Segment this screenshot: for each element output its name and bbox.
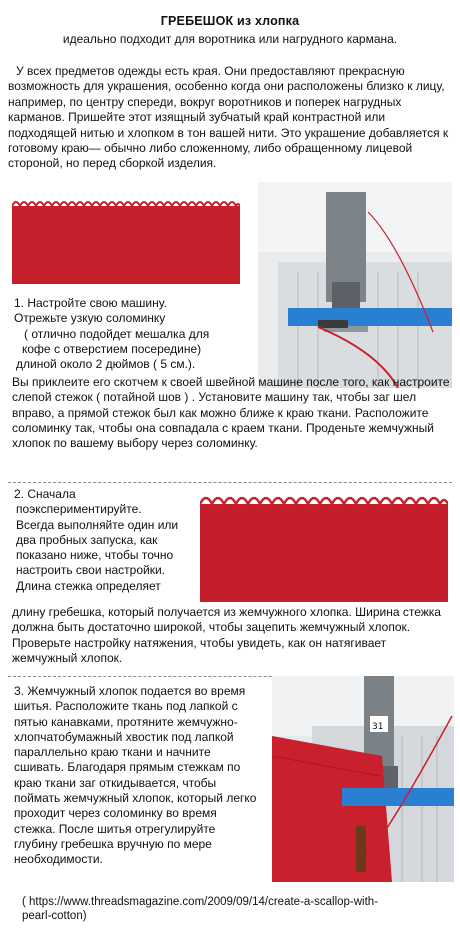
step-3-line: стежка. После шитья отрегулируйте [14, 821, 216, 836]
step-3-line: параллельно краю ткани и начните [14, 745, 211, 760]
step-3-line: необходимости. [14, 852, 103, 867]
step-3-line: краю ткани заг откидывается, чтобы [14, 775, 217, 790]
step-2-body: длину гребешка, который получается из жемчужного хлопка. Ширина стежка должна быть достаточно широкой, чтобы зацепить жемчужный хлопок. Проверьте настройку натяжения, чтобы увидеть, как он натягивает жемчужный хлопок. [12, 605, 441, 665]
step-3-line: пятью канавками, протяните жемчужно- [14, 714, 238, 729]
step-2-line: поэкспериментируйте. [16, 502, 142, 517]
step-3-line: глубину гребешка вручную по мере [14, 836, 212, 851]
step-1-line: ( отлично подойдет мешалка для [24, 326, 210, 341]
page-title: ГРЕБЕШОК из хлопка [160, 14, 300, 28]
source-citation [22, 895, 458, 923]
source-url-line: ( https://www.threadsmagazine.com/2009/09/14/create-a-scallop-with- [22, 896, 379, 908]
step-2-line: настроить свои настройки. [16, 563, 166, 578]
sewing-machine-photo-2 [272, 676, 454, 882]
step-2-line: два пробных запуска, как [16, 532, 158, 547]
step-2-line: Всегда выполняйте один или [16, 517, 179, 532]
step-1-intro [14, 296, 254, 372]
fabric-swatch-1 [12, 198, 240, 284]
step-3-line: поймать жемчужный хлопок, который легко [14, 791, 257, 806]
step-3-text [14, 684, 274, 868]
sewing-machine-photo-1 [258, 182, 452, 388]
step-1-line: 1. Настройте свою машину. [14, 296, 167, 310]
step-2-line: 2. Сначала [14, 487, 76, 501]
fabric-swatch-2 [200, 492, 448, 602]
source-url-line: pearl-cotton) [22, 910, 87, 922]
step-1-line: Отрежьте узкую соломинку [14, 311, 166, 326]
svg-text:31: 31 [372, 722, 384, 732]
step-2-line: Длина стежка определяет [16, 578, 161, 593]
page-subtitle: идеально подходит для воротника или нагрудного кармана. [62, 32, 398, 46]
intro-paragraph: У всех предметов одежды есть края. Они предоставляют прекрасную возможность для украшения, особенно когда они расположены близко к лицу, например, по центру спереди, вокруг воротников и поперек нагрудных карманов. Пришейте этот изящный зубчатый край контрастной или подходящей нитью и хлопком в тон вашей нити. Это украшение добавляется к готовому краю— обычно либо сложенному, либо обращенному лицевой стороной, но перед сборкой изделия. [8, 64, 449, 171]
section-divider [8, 482, 452, 483]
step-3-line: хлопчатобумажный хвостик под лапкой [14, 729, 234, 744]
step-1-line: кофе с отверстием посередине) [22, 341, 202, 356]
step-1-line: длиной около 2 дюймов ( 5 см.). [16, 357, 196, 372]
step-2-intro [14, 487, 214, 594]
scalloped-fabric-image [200, 492, 448, 602]
step-3-line: шитья. Расположите ткань под лапкой с [14, 699, 238, 714]
step-1-body: Вы приклеите его скотчем к своей швейной машине после того, как настроите слепой стежок ( потайной шов ) . Установите машину так, чтобы заг шел вправо, а прямой стежок был как можно ближе к краю ткани. Расположите соломинку так, чтобы она совпадала с краем ткани. Проденьте жемчужный хлопок по вашему выбору через соломинку. [12, 375, 450, 451]
step-2-line: показано ниже, чтобы точно [16, 548, 174, 563]
step-3-line: 3. Жемчужный хлопок подается во время [14, 684, 246, 698]
scalloped-fabric-image [12, 198, 240, 284]
step-3-line: сшивать. Благодаря прямым стежкам по [14, 760, 241, 775]
step-3-line: проходит через соломинку во время [14, 806, 217, 821]
